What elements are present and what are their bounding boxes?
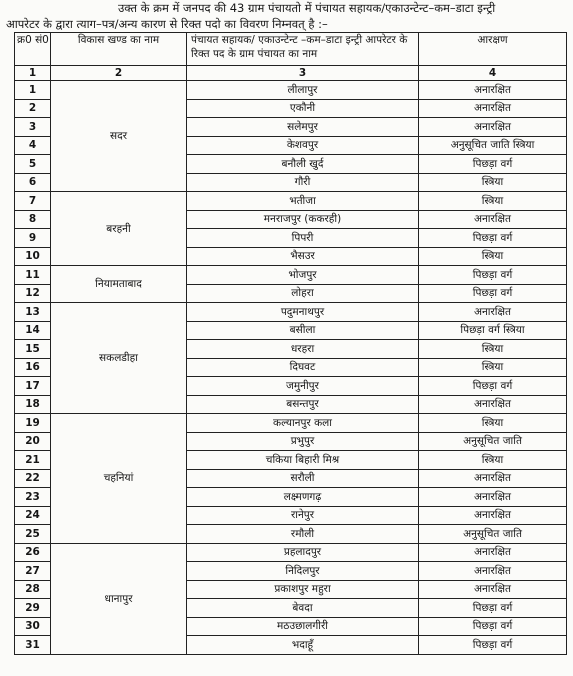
gram-panchayat-name: निदिलपुर [187, 562, 419, 581]
reservation-category: स्त्रिया [419, 358, 567, 377]
reservation-category: पिछड़ा वर्ग [419, 266, 567, 285]
gram-panchayat-name: धरहरा [187, 340, 419, 359]
block-name: चहनियां [51, 414, 187, 544]
table-body [15, 81, 567, 655]
reservation-category: अनारक्षित [419, 118, 567, 137]
reservation-category: स्त्रिया [419, 340, 567, 359]
gram-panchayat-name: दिघवट [187, 358, 419, 377]
block-name: बरहनी [51, 192, 187, 266]
block-name: सकलडीहा [51, 303, 187, 414]
reservation-category: पिछड़ा वर्ग [419, 155, 567, 174]
serial-number: 3 [15, 118, 51, 137]
serial-number: 24 [15, 506, 51, 525]
column-number: 2 [51, 66, 187, 81]
reservation-category: अनारक्षित [419, 303, 567, 322]
serial-number: 30 [15, 617, 51, 636]
gram-panchayat-name: रानेपुर [187, 506, 419, 525]
serial-number: 16 [15, 358, 51, 377]
column-number: 1 [15, 66, 51, 81]
reservation-category: स्त्रिया [419, 414, 567, 433]
serial-number: 15 [15, 340, 51, 359]
serial-number: 5 [15, 155, 51, 174]
serial-number: 21 [15, 451, 51, 470]
reservation-category: अनारक्षित [419, 81, 567, 100]
serial-number: 9 [15, 229, 51, 248]
gram-panchayat-name: भदाहूँ [187, 636, 419, 655]
gram-panchayat-name: कल्यानपुर कला [187, 414, 419, 433]
serial-number: 31 [15, 636, 51, 655]
reservation-category: अनारक्षित [419, 395, 567, 414]
block-name: सदर [51, 81, 187, 192]
gram-panchayat-name: मठउछालगीरी [187, 617, 419, 636]
reservation-category: अनुसूचित जाति [419, 525, 567, 544]
serial-number: 10 [15, 247, 51, 266]
serial-number: 13 [15, 303, 51, 322]
serial-number: 23 [15, 488, 51, 507]
serial-number: 17 [15, 377, 51, 396]
reservation-category: अनारक्षित [419, 469, 567, 488]
serial-number: 28 [15, 580, 51, 599]
gram-panchayat-name: बेवदा [187, 599, 419, 618]
gram-panchayat-name: भैसउर [187, 247, 419, 266]
reservation-category: अनारक्षित [419, 506, 567, 525]
gram-panchayat-name: लोहरा [187, 284, 419, 303]
gram-panchayat-name: प्रकाशपुर महुरा [187, 580, 419, 599]
gram-panchayat-name: प्रहलादपुर [187, 543, 419, 562]
column-number: 4 [419, 66, 567, 81]
serial-number: 26 [15, 543, 51, 562]
vacancy-table [14, 32, 567, 655]
gram-panchayat-name: बसीला [187, 321, 419, 340]
reservation-category: अनारक्षित [419, 580, 567, 599]
gram-panchayat-name: एकौनी [187, 99, 419, 118]
gram-panchayat-name: सलेमपुर [187, 118, 419, 137]
header-serial: क्र0 सं0 [15, 33, 51, 66]
serial-number: 12 [15, 284, 51, 303]
gram-panchayat-name: सरौली [187, 469, 419, 488]
reservation-category: अनारक्षित [419, 488, 567, 507]
gram-panchayat-name: गौरी [187, 173, 419, 192]
gram-panchayat-name: भतीजा [187, 192, 419, 211]
header-gram-panchayat: पंचायत सहायक/ एकाउन्टेन्ट –कम–डाटा इन्ट्री आपरेटर के रिक्त पद के ग्राम पंचायत का नाम [187, 33, 419, 66]
serial-number: 8 [15, 210, 51, 229]
block-name: धानापुर [51, 543, 187, 654]
reservation-category: स्त्रिया [419, 173, 567, 192]
gram-panchayat-name: लक्ष्मणगढ़ [187, 488, 419, 507]
reservation-category: पिछड़ा वर्ग [419, 636, 567, 655]
serial-number: 14 [15, 321, 51, 340]
serial-number: 2 [15, 99, 51, 118]
reservation-category: अनारक्षित [419, 562, 567, 581]
table-row [15, 81, 567, 100]
reservation-category: पिछड़ा वर्ग स्त्रिया [419, 321, 567, 340]
reservation-category: अनुसूचित जाति [419, 432, 567, 451]
serial-number: 20 [15, 432, 51, 451]
intro-line-2: आपरेटर के द्वारा त्याग–पत्र/अन्य कारण से रिक्त पदो का विवरण निम्नवत् है :– [6, 17, 328, 31]
gram-panchayat-name: केशवपुर [187, 136, 419, 155]
reservation-category: पिछड़ा वर्ग [419, 377, 567, 396]
reservation-category: पिछड़ा वर्ग [419, 617, 567, 636]
table-row [15, 543, 567, 562]
gram-panchayat-name: मनराजपुर (ककरही) [187, 210, 419, 229]
gram-panchayat-name: जमुनीपुर [187, 377, 419, 396]
gram-panchayat-name: बनौली खुर्द [187, 155, 419, 174]
reservation-category: अनारक्षित [419, 210, 567, 229]
serial-number: 7 [15, 192, 51, 211]
reservation-category: अनारक्षित [419, 99, 567, 118]
reservation-category: अनुसूचित जाति स्त्रिया [419, 136, 567, 155]
serial-number: 1 [15, 81, 51, 100]
reservation-category: पिछड़ा वर्ग [419, 599, 567, 618]
serial-number: 22 [15, 469, 51, 488]
reservation-category: पिछड़ा वर्ग [419, 229, 567, 248]
serial-number: 19 [15, 414, 51, 433]
intro-paragraph [6, 0, 568, 32]
reservation-category: स्त्रिया [419, 192, 567, 211]
intro-line-1: उक्त के क्रम में जनपद की 43 ग्राम पंचायतो में पंचायत सहायक/एकाउन्टेन्ट–कम–डाटा इन्ट्री [118, 1, 496, 15]
gram-panchayat-name: पिपरी [187, 229, 419, 248]
serial-number: 6 [15, 173, 51, 192]
reservation-category: पिछड़ा वर्ग [419, 284, 567, 303]
table-row [15, 303, 567, 322]
table-row [15, 266, 567, 285]
gram-panchayat-name: पदुमनाथपुर [187, 303, 419, 322]
serial-number: 18 [15, 395, 51, 414]
block-name: नियामताबाद [51, 266, 187, 303]
header-row [15, 33, 567, 66]
table-row [15, 414, 567, 433]
reservation-category: अनारक्षित [419, 543, 567, 562]
header-block: विकास खण्ड का नाम [51, 33, 187, 66]
gram-panchayat-name: बसन्तपुर [187, 395, 419, 414]
gram-panchayat-name: चकिया बिहारी मिश्र [187, 451, 419, 470]
header-reservation: आरक्षण [419, 33, 567, 66]
reservation-category: स्त्रिया [419, 247, 567, 266]
serial-number: 27 [15, 562, 51, 581]
serial-number: 25 [15, 525, 51, 544]
table-row [15, 192, 567, 211]
gram-panchayat-name: रमौली [187, 525, 419, 544]
gram-panchayat-name: लीलापुर [187, 81, 419, 100]
gram-panchayat-name: प्रभुपुर [187, 432, 419, 451]
serial-number: 11 [15, 266, 51, 285]
serial-number: 4 [15, 136, 51, 155]
gram-panchayat-name: भोजपुर [187, 266, 419, 285]
column-number: 3 [187, 66, 419, 81]
column-number-row [15, 66, 567, 81]
reservation-category: स्त्रिया [419, 451, 567, 470]
serial-number: 29 [15, 599, 51, 618]
